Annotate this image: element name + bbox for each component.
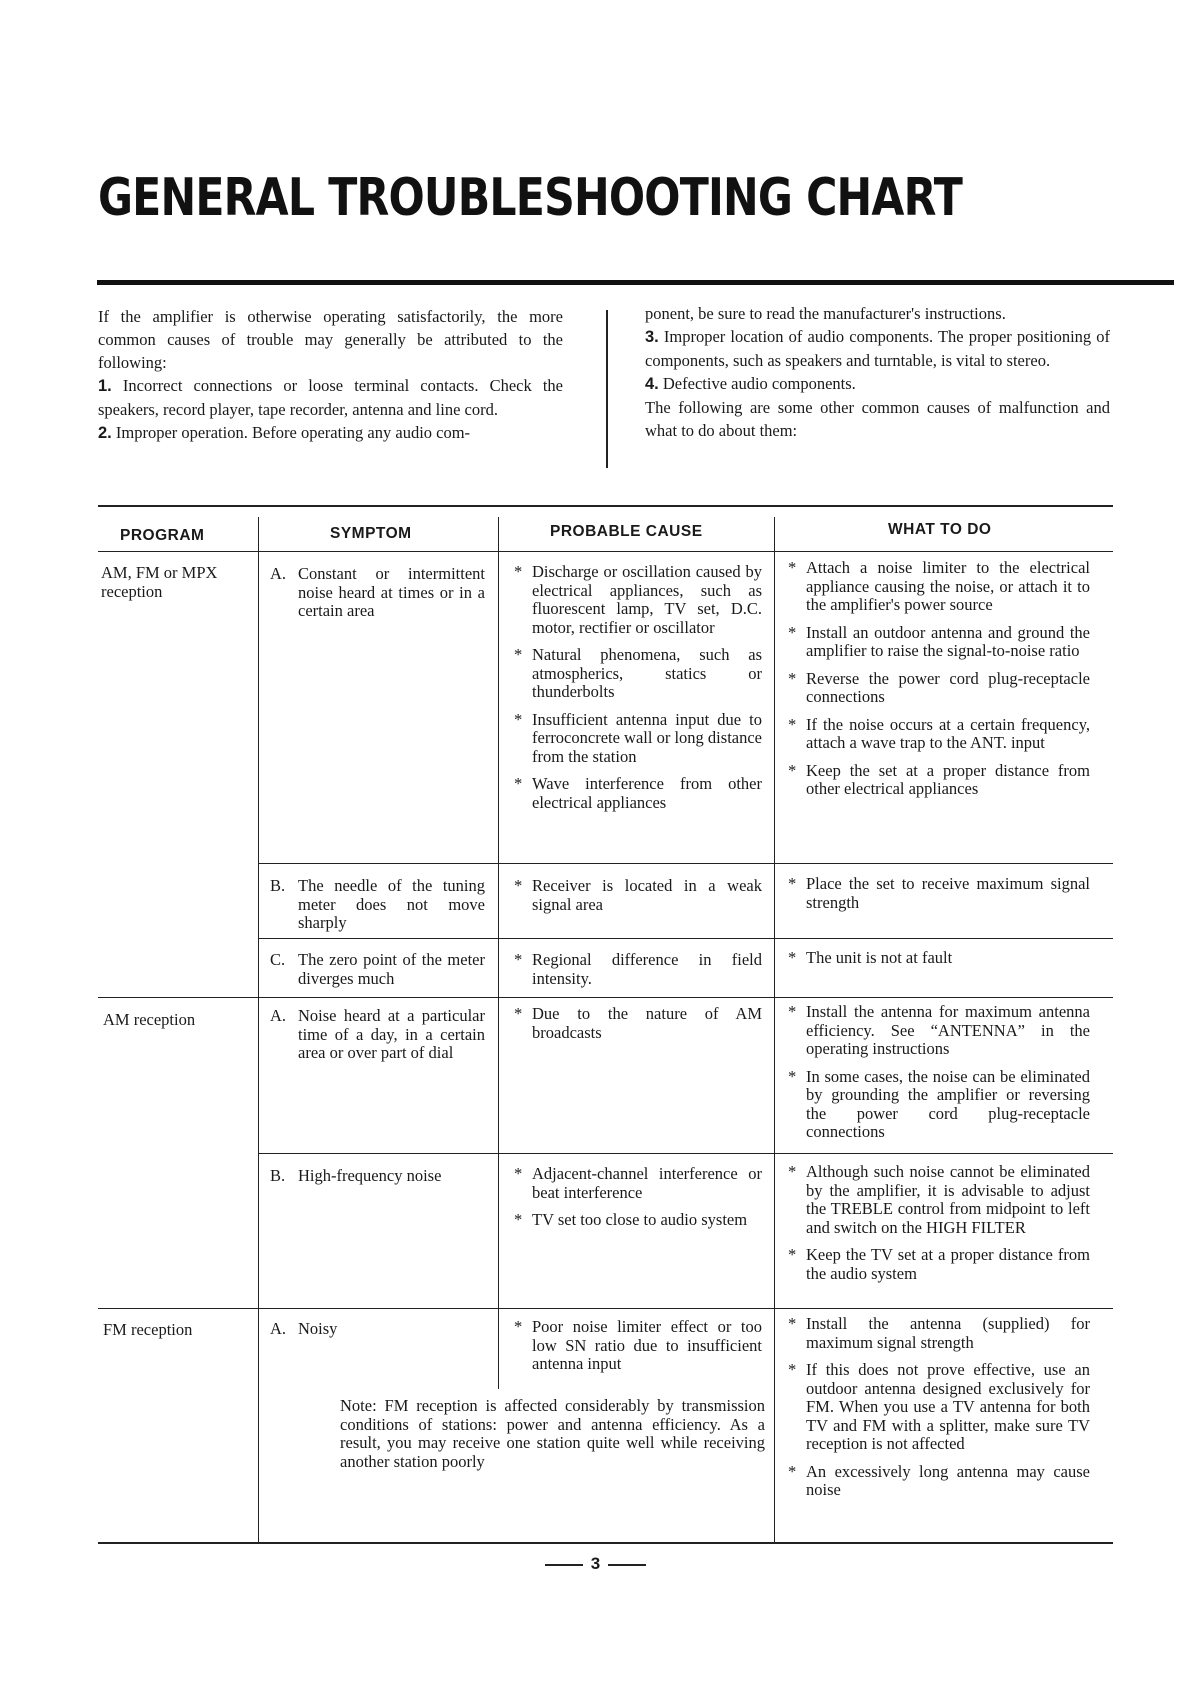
todo-item: * Attach a noise limiter to the electrical appliance causing the noise, or attach it to the amplifier's power source — [788, 558, 1090, 614]
cause-item: * Receiver is located in a weak signal area — [514, 876, 762, 914]
cause-list — [514, 1005, 762, 1051]
todo-item: * Keep the TV set at a proper distance from the audio system — [788, 1245, 1090, 1283]
row-rule-fm — [98, 1308, 1113, 1309]
intro-divider — [606, 310, 608, 468]
todo-item: * Although such noise cannot be eliminated by the amplifier, it is advisable to adjust the TREBLE control from midpoint to left and switch on the HIGH FILTER — [788, 1162, 1090, 1237]
row-rule-am — [98, 997, 1113, 998]
cause-item: * Adjacent-channel interference or beat interference — [514, 1164, 762, 1202]
cause-item: * Regional difference in field intensity. — [514, 950, 762, 988]
intro-closing: The following are some other common causes of malfunction and what to do about them: — [645, 398, 1110, 440]
cause-list — [514, 951, 762, 997]
symptom-row: A. Noise heard at a particular time of a day, in a certain area or over part of dial — [270, 1006, 485, 1062]
todo-item: * If this does not prove effective, use an outdoor antenna designed exclusively for FM. When you use a TV antenna for both TV and FM with a splitter, make sure TV reception is not affected — [788, 1360, 1090, 1453]
symptom-row: C. The zero point of the meter diverges much — [270, 950, 485, 988]
row-rule-b — [258, 863, 1113, 864]
intro-item-2: 2. Improper operation. Before operating any audio com- — [98, 423, 471, 442]
cause-item: * Insufficient antenna input due to ferroconcrete wall or long distance from the station — [514, 709, 762, 766]
todo-list — [788, 949, 1090, 977]
cause-list — [514, 877, 762, 923]
table-bottom-rule — [98, 1542, 1113, 1544]
cause-list — [514, 1318, 762, 1383]
todo-list — [788, 875, 1090, 921]
table-top-rule — [98, 505, 1113, 507]
intro-item-1: 1. Incorrect connections or loose terminal contacts. Check the speakers, record player, tape recorder, antenna and line cord. — [98, 376, 563, 419]
todo-item: * If the noise occurs at a certain frequency, attach a wave trap to the ANT. input — [788, 714, 1090, 752]
todo-item: * Install the antenna (supplied) for maximum signal strength — [788, 1314, 1090, 1352]
cause-item: * TV set too close to audio system — [514, 1210, 748, 1229]
todo-item: * Install an outdoor antenna and ground the amplifier to raise the signal-to-noise ratio — [788, 622, 1090, 660]
header-what-to-do: WHAT TO DO — [888, 521, 992, 538]
note-label: Note: — [340, 1396, 377, 1415]
todo-list — [788, 1163, 1090, 1292]
fm-note — [340, 1397, 765, 1471]
symptom-row: A. Constant or intermittent noise heard at times or in a certain area — [270, 564, 485, 620]
cause-item: * Wave interference from other electrical appliances — [514, 774, 762, 812]
row-rule-am-b — [258, 1153, 1113, 1154]
note-text: FM reception is affected considerably by transmission conditions of stations: power and antenna efficiency. As a result, you may receive one station quite well while receiving another station poorly — [340, 1396, 766, 1471]
todo-item: * Keep the set at a proper distance from other electrical appliances — [788, 760, 1090, 798]
page-number: 3 — [0, 1554, 1191, 1574]
todo-item: * An excessively long antenna may cause noise — [788, 1461, 1090, 1499]
page-title: GENERAL TROUBLESHOOTING CHART — [98, 168, 962, 228]
header-symptom: SYMPTOM — [330, 525, 412, 542]
intro-paragraph: If the amplifier is otherwise operating satisfactorily, the more common causes of trouble may generally be attributed to the following: — [98, 307, 563, 372]
cause-item: * Discharge or oscillation caused by electrical appliances, such as fluorescent lamp, TV set, D.C. motor, rectifier or oscillator — [514, 562, 762, 637]
header-probable-cause: PROBABLE CAUSE — [550, 523, 703, 540]
program-fm: FM reception — [103, 1320, 193, 1339]
program-am-fm-mpx: AM, FM or MPX reception — [101, 563, 218, 601]
intro-right-column — [645, 302, 1110, 442]
header-rule — [98, 551, 1113, 552]
cause-list — [514, 563, 762, 821]
todo-list — [788, 1003, 1090, 1151]
todo-item: * Reverse the power cord plug-receptacle connections — [788, 668, 1090, 706]
page-dash-left — [545, 1564, 583, 1566]
header-program: PROGRAM — [120, 527, 205, 544]
symptom-row: B. High-frequency noise — [270, 1166, 442, 1185]
symptom-row: B. The needle of the tuning meter does not move sharply — [270, 876, 485, 932]
cause-item: * Natural phenomena, such as atmospherics, statics or thunderbolts — [514, 645, 762, 701]
intro-left-column — [98, 305, 563, 445]
troubleshooting-table — [98, 505, 1113, 1545]
col-divider-3 — [774, 517, 775, 1542]
todo-item: * Install the antenna for maximum antenna efficiency. See “ANTENNA” in the operating instructions — [788, 1002, 1090, 1058]
intro-item-4: 4. Defective audio components. — [645, 374, 856, 393]
todo-list — [788, 559, 1090, 808]
col-divider-2 — [498, 517, 499, 1389]
intro-item-3: 3. Improper location of audio components. The proper positioning of components, such as speakers and turntable, is vital to stereo. — [645, 327, 1111, 370]
todo-item: * In some cases, the noise can be eliminated by grounding the amplifier or reversing the power cord plug-receptacle connections — [788, 1066, 1090, 1141]
symptom-row: A. Noisy — [270, 1319, 338, 1338]
todo-item: * Place the set to receive maximum signal strength — [788, 874, 1090, 912]
cause-item: * Poor noise limiter effect or too low SN ratio due to insufficient antenna input — [514, 1317, 762, 1373]
title-rule — [97, 280, 1174, 285]
row-rule-c — [258, 938, 1113, 939]
page-dash-right — [608, 1564, 646, 1566]
todo-list — [788, 1315, 1090, 1509]
cause-list — [514, 1165, 762, 1239]
todo-item: * The unit is not at fault — [788, 948, 953, 967]
program-am: AM reception — [103, 1010, 196, 1029]
col-divider-1 — [258, 517, 259, 1542]
cause-item: * Due to the nature of AM broadcasts — [514, 1004, 762, 1042]
intro-continuation: ponent, be sure to read the manufacturer's instructions. — [645, 304, 1006, 323]
